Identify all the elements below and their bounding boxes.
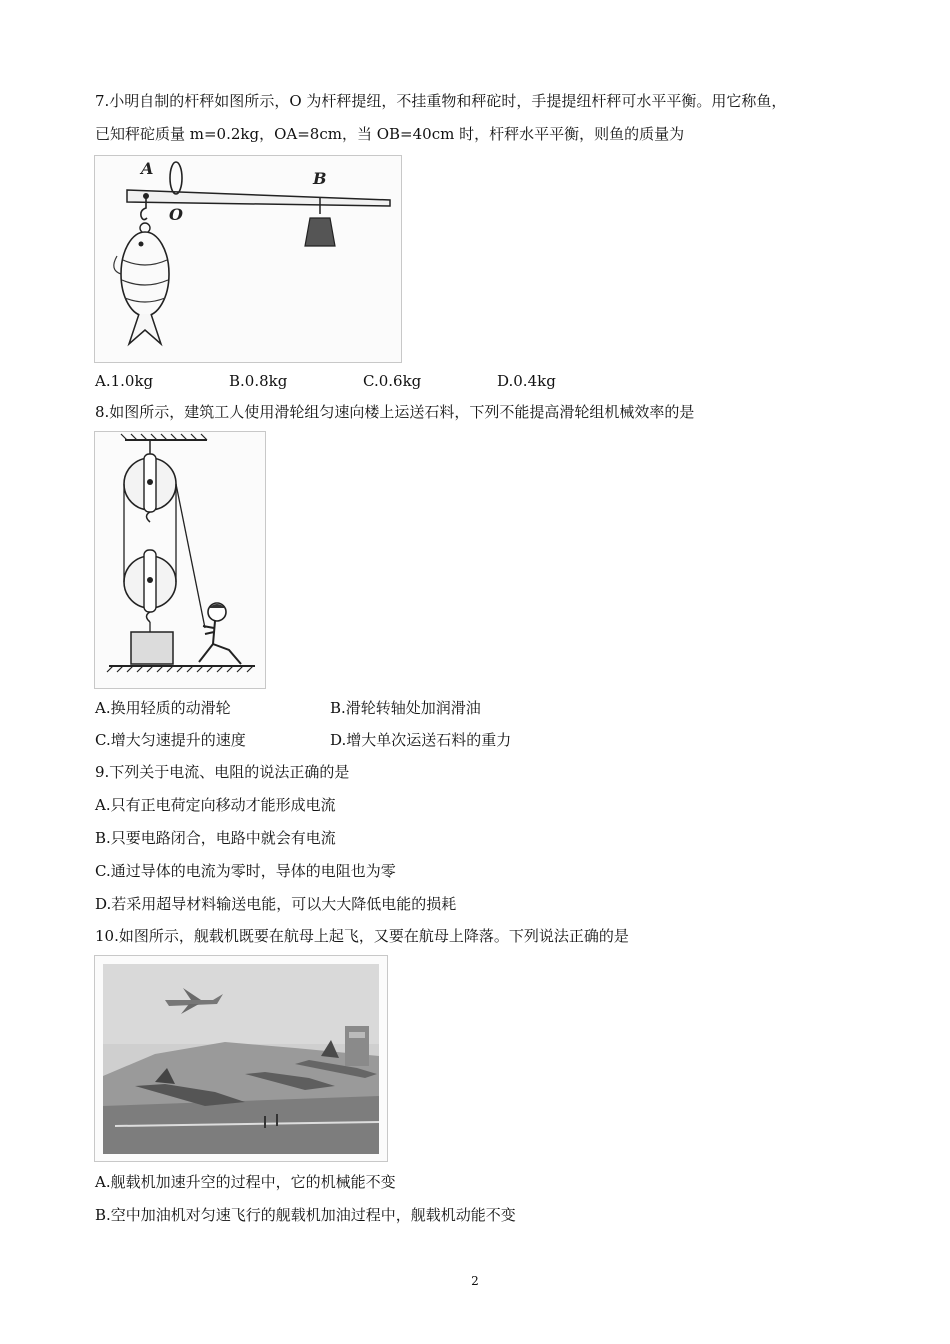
- q8-option-a[interactable]: A.换用轻质的动滑轮: [95, 699, 231, 717]
- q10-option-b[interactable]: B.空中加油机对匀速飞行的舰载机加油过程中，舰载机动能不变: [95, 1206, 516, 1224]
- q9-option-b[interactable]: B.只要电路闭合，电路中就会有电流: [95, 829, 336, 847]
- q7-option-c[interactable]: C.0.6kg: [363, 372, 422, 390]
- q9-option-a[interactable]: A.只有正电荷定向移动才能形成电流: [95, 796, 336, 814]
- pulley-figure: [94, 431, 266, 689]
- label-a: A: [141, 159, 154, 178]
- aircraft-carrier-photo: [94, 955, 388, 1162]
- label-b: B: [313, 169, 327, 188]
- q8-option-b[interactable]: B.滑轮转轴处加润滑油: [330, 699, 481, 717]
- q7-option-a[interactable]: A.1.0kg: [95, 372, 154, 390]
- q9-option-d[interactable]: D.若采用超导材料输送电能，可以大大降低电能的损耗: [95, 895, 457, 913]
- q10-option-a[interactable]: A.舰载机加速升空的过程中，它的机械能不变: [95, 1173, 396, 1191]
- q9-option-c[interactable]: C.通过导体的电流为零时，导体的电阻也为零: [95, 862, 396, 880]
- q10-stem: 10.如图所示，舰载机既要在航母上起飞，又要在航母上降落。下列说法正确的是: [95, 927, 629, 945]
- q7-stem-line1: 7.小明自制的杆秤如图所示，O 为杆秤提纽，不挂重物和秤砣时，手提提纽杆秤可水平平衡。用它称鱼，: [95, 92, 787, 110]
- label-o: O: [169, 205, 183, 224]
- q7-option-d[interactable]: D.0.4kg: [497, 372, 556, 390]
- q7-option-b[interactable]: B.0.8kg: [229, 372, 288, 390]
- q8-stem: 8.如图所示，建筑工人使用滑轮组匀速向楼上运送石料，下列不能提高滑轮组机械效率的是: [95, 403, 695, 421]
- q7-stem-line2: 已知秤砣质量 m=0.2kg，OA=8cm，当 OB=40cm 时，杆秤水平平衡，则鱼的质量为: [95, 125, 685, 143]
- page-number: 2: [471, 1274, 479, 1288]
- q8-option-c[interactable]: C.增大匀速提升的速度: [95, 731, 246, 749]
- steelyard-figure: [94, 155, 402, 363]
- q8-option-d[interactable]: D.增大单次运送石料的重力: [330, 731, 512, 749]
- q9-stem: 9.下列关于电流、电阻的说法正确的是: [95, 763, 350, 781]
